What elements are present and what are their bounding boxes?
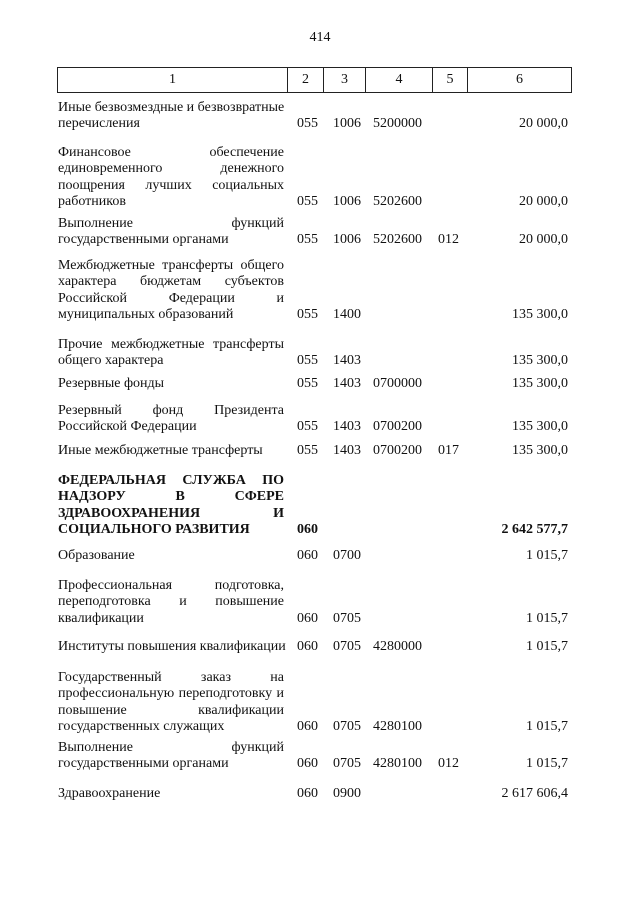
description-line: Резервные фонды [58,376,165,391]
description-line: Выполнение функций [58,216,284,231]
ministry-code: 055 [297,375,318,391]
description-line: Резервный фонд Президента [58,403,284,418]
ministry-code: 060 [297,547,318,563]
ministry-code: 060 [297,522,318,538]
expense-type-code: 017 [438,442,459,458]
amount: 1 015,7 [526,756,568,772]
section-code: 0705 [333,610,361,626]
description-line: муниципальных образований [58,307,234,323]
description-line: Российской Федерации и [58,290,284,306]
row-description [58,578,284,627]
target-article-code: 4280100 [373,719,422,735]
table-row [58,670,570,736]
row-description [58,548,284,564]
row-description [58,639,284,655]
section-code: 0705 [333,638,361,654]
row-description [58,443,284,459]
target-article-code: 0700200 [373,419,422,435]
section-code: 1403 [333,442,361,458]
row-description [58,258,284,324]
amount: 135 300,0 [512,353,568,369]
table-row [58,473,570,539]
description-line: Институты повышения квалификации [58,639,286,654]
row-description [58,670,284,736]
description-line: перечисления [58,116,140,132]
amount: 20 000,0 [519,194,568,210]
header-col-3: 3 [324,68,366,92]
description-line: профессиональную переподготовку и [58,686,284,702]
ministry-code: 060 [297,756,318,772]
amount: 135 300,0 [512,419,568,435]
section-code: 1403 [333,353,361,369]
section-code: 0705 [333,719,361,735]
description-line: Прочие межбюджетные трансферты [58,337,284,352]
ministry-code: 055 [297,307,318,323]
amount: 1 015,7 [526,547,568,563]
description-line: СОЦИАЛЬНОГО РАЗВИТИЯ [58,522,250,538]
header-col-4: 4 [366,68,433,92]
ministry-code: 055 [297,442,318,458]
description-line: Иные межбюджетные трансферты [58,443,263,458]
ministry-code: 055 [297,194,318,210]
row-description [58,403,284,436]
ministry-code: 060 [297,719,318,735]
amount: 135 300,0 [512,442,568,458]
amount: 20 000,0 [519,116,568,132]
section-code: 0900 [333,785,361,801]
row-description [58,376,284,392]
amount: 20 000,0 [519,232,568,248]
description-line: государственных служащих [58,719,225,735]
table-row [58,100,570,133]
description-line: общего характера [58,353,164,369]
description-line: Выполнение функций [58,740,284,755]
table-row [58,740,570,773]
expense-type-code: 012 [438,232,459,248]
section-code: 0705 [333,756,361,772]
description-line: поощрения лучших социальных [58,177,284,193]
header-col-6: 6 [516,72,523,87]
description-line: ФЕДЕРАЛЬНАЯ СЛУЖБА ПО [58,473,284,488]
ministry-code: 060 [297,638,318,654]
description-line: Образование [58,548,135,563]
header-col-5: 5 [433,68,468,92]
table-row [58,337,570,370]
target-article-code: 0700000 [373,375,422,391]
target-article-code: 4280100 [373,756,422,772]
table-row [58,443,570,459]
description-line: повышение квалификации [58,702,284,718]
ministry-code: 055 [297,419,318,435]
amount: 1 015,7 [526,638,568,654]
target-article-code: 4280000 [373,638,422,654]
table-header [57,67,572,93]
page-number: 414 [309,30,331,45]
amount: 1 015,7 [526,719,568,735]
description-line: характера бюджетам субъектов [58,274,284,290]
ministry-code: 055 [297,116,318,132]
description-line: Межбюджетные трансферты общего [58,258,284,273]
section-code: 1403 [333,375,361,391]
amount: 2 617 606,4 [501,785,568,801]
header-col-2: 2 [288,68,324,92]
amount: 1 015,7 [526,610,568,626]
description-line: ЗДРАВООХРАНЕНИЯ И [58,505,284,521]
amount: 2 642 577,7 [501,522,568,538]
description-line: государственными органами [58,232,229,248]
target-article-code: 0700200 [373,442,422,458]
description-line: Профессиональная подготовка, [58,578,284,593]
target-article-code: 5200000 [373,116,422,132]
row-description [58,740,284,773]
target-article-code: 5202600 [373,232,422,248]
row-description [58,786,284,802]
table-row [58,786,570,802]
row-description [58,337,284,370]
description-line: Государственный заказ на [58,670,284,685]
ministry-code: 055 [297,353,318,369]
description-line: Российской Федерации [58,419,197,435]
description-line: Иные безвозмездные и безвозвратные [58,100,285,115]
description-line: переподготовка и повышение [58,594,284,610]
expense-type-code: 012 [438,756,459,772]
description-line: квалификации [58,610,144,626]
ministry-code: 060 [297,610,318,626]
section-code: 0700 [333,547,361,563]
header-col-1: 1 [58,68,288,92]
table-row [58,548,570,564]
section-code: 1403 [333,419,361,435]
row-description [58,216,284,249]
description-line: Финансовое обеспечение [58,145,284,160]
table-row [58,216,570,249]
row-description [58,473,284,539]
table-row [58,403,570,436]
ministry-code: 055 [297,232,318,248]
section-code: 1006 [333,194,361,210]
target-article-code: 5202600 [373,194,422,210]
description-line: единовременного денежного [58,161,284,177]
description-line: государственными органами [58,756,229,772]
description-line: работников [58,194,126,210]
section-code: 1006 [333,232,361,248]
section-code: 1006 [333,116,361,132]
ministry-code: 060 [297,785,318,801]
table-row [58,258,570,324]
row-description [58,145,284,211]
table-row [58,376,570,392]
table-row [58,639,570,655]
table-row [58,578,570,627]
section-code: 1400 [333,307,361,323]
amount: 135 300,0 [512,375,568,391]
description-line: Здравоохранение [58,786,161,801]
amount: 135 300,0 [512,307,568,323]
row-description [58,100,284,133]
description-line: НАДЗОРУ В СФЕРЕ [58,489,284,505]
table-row [58,145,570,211]
